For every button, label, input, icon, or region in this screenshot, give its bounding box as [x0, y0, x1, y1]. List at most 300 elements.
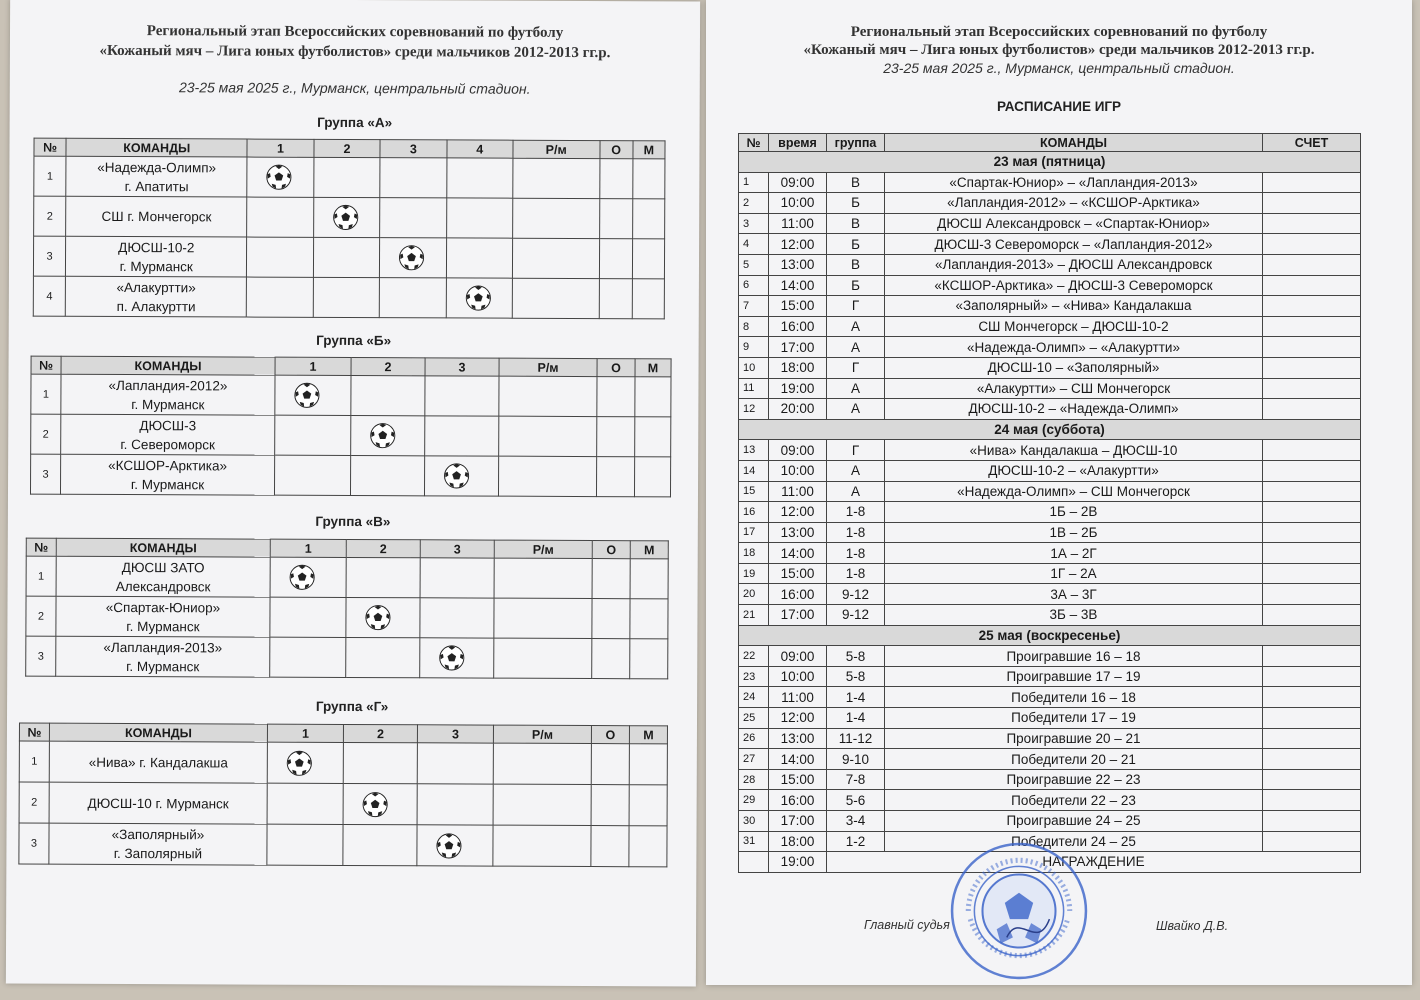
game-group: 5-8	[827, 646, 885, 667]
game-score	[1263, 563, 1361, 584]
team-name-line2: г. Мурманск	[126, 618, 200, 634]
team-row	[19, 823, 667, 867]
game-row	[739, 502, 1361, 523]
team-number: 1	[34, 156, 66, 196]
result-cell	[417, 825, 493, 866]
col-header: Р/м	[513, 140, 600, 158]
game-row	[739, 337, 1361, 358]
points-cell	[599, 239, 632, 279]
game-number: 31	[739, 831, 769, 852]
result-cell	[267, 824, 343, 865]
game-group: 9-12	[827, 584, 885, 605]
game-teams: Победители 22 – 23	[885, 790, 1263, 811]
result-cell	[446, 278, 513, 318]
game-score	[1263, 234, 1361, 255]
goal-diff-cell	[512, 278, 599, 318]
goal-diff-cell	[513, 158, 600, 198]
place-cell	[634, 457, 670, 497]
result-cell	[417, 784, 493, 825]
team-name	[56, 636, 270, 677]
col-header: 1	[247, 139, 313, 157]
game-number: 25	[739, 708, 769, 729]
team-name-line2: г. Апатиты	[124, 178, 189, 194]
game-teams: СШ Мончегорск – ДЮСШ-10-2	[885, 316, 1263, 337]
game-group: 9-10	[827, 749, 885, 770]
game-time: 17:00	[769, 811, 827, 832]
game-teams: Проигравшие 22 – 23	[885, 769, 1263, 790]
result-cell	[346, 637, 420, 677]
result-cell	[343, 824, 417, 865]
group-b-title: Группа «Б»	[316, 332, 392, 349]
team-name-line1: «Лапландия-2013»	[103, 639, 223, 655]
goal-diff-cell	[493, 825, 591, 866]
result-cell	[270, 637, 346, 677]
goal-diff-cell	[499, 376, 597, 416]
game-number: 26	[739, 728, 769, 749]
col-header: Р/м	[493, 725, 591, 743]
game-score	[1263, 275, 1361, 296]
soccer-ball-icon	[438, 644, 465, 671]
col-header: 1	[270, 539, 346, 557]
game-group: 5-8	[827, 666, 885, 687]
team-row	[31, 414, 671, 457]
game-group: 3-4	[827, 811, 885, 832]
col-header: О	[592, 541, 630, 559]
game-row	[739, 790, 1361, 811]
game-time: 19:00	[769, 378, 827, 399]
goal-diff-cell	[499, 416, 597, 456]
team-name	[65, 276, 246, 317]
left-sheet	[6, 0, 700, 987]
game-group: А	[827, 337, 885, 358]
points-cell	[592, 559, 630, 599]
game-row	[739, 605, 1361, 626]
col-header: 4	[447, 140, 513, 158]
result-cell	[417, 743, 493, 784]
game-group: А	[827, 378, 885, 399]
team-name	[60, 454, 274, 495]
soccer-ball-icon	[293, 382, 320, 409]
col-header: СЧЕТ	[1263, 134, 1361, 152]
game-time: 10:00	[769, 460, 827, 481]
result-cell	[275, 415, 351, 455]
col-header: КОМАНДЫ	[56, 538, 270, 557]
game-time: 16:00	[769, 316, 827, 337]
team-row	[30, 454, 670, 497]
game-score	[1263, 296, 1361, 317]
game-number: 13	[739, 440, 769, 461]
col-header: №	[34, 138, 66, 156]
col-header: Р/м	[499, 358, 597, 376]
game-time: 17:00	[769, 605, 827, 626]
team-row	[34, 156, 665, 199]
col-header: КОМАНДЫ	[49, 723, 267, 742]
game-time: 13:00	[769, 522, 827, 543]
game-group: Г	[827, 296, 885, 317]
game-number: 3	[739, 213, 769, 234]
place-cell	[632, 239, 664, 279]
team-number: 2	[26, 596, 56, 636]
game-row	[739, 769, 1361, 790]
team-row	[31, 374, 671, 417]
game-row	[739, 811, 1361, 832]
game-teams: Проигравшие 17 – 19	[885, 666, 1263, 687]
game-time: 17:00	[769, 337, 827, 358]
result-cell	[313, 197, 380, 237]
soccer-ball-icon	[332, 204, 359, 231]
game-score	[1263, 749, 1361, 770]
col-header: М	[633, 141, 665, 159]
game-number: 5	[739, 254, 769, 275]
game-score	[1263, 708, 1361, 729]
result-cell	[380, 158, 447, 198]
place-cell	[629, 744, 667, 785]
place-cell	[630, 599, 668, 639]
game-score	[1263, 337, 1361, 358]
place-cell	[635, 377, 671, 417]
game-time: 14:00	[769, 543, 827, 564]
soccer-ball-icon	[435, 832, 462, 859]
col-header: 2	[343, 724, 417, 742]
game-teams: Проигравшие 24 – 25	[885, 811, 1263, 832]
team-name-line1: «Алакуртти»	[116, 279, 196, 295]
col-header: №	[739, 134, 769, 152]
team-name-line2: Александровск	[115, 578, 211, 594]
game-group: Г	[827, 440, 885, 461]
game-row	[739, 708, 1361, 729]
judge-name: Швайко Д.В.	[1156, 919, 1229, 933]
game-teams: ДЮСШ-10-2 – «Надежда-Олимп»	[885, 399, 1263, 420]
team-name	[66, 156, 247, 197]
col-header: группа	[827, 134, 885, 152]
game-time: 11:00	[769, 481, 827, 502]
game-teams: 1Г – 2А	[885, 563, 1263, 584]
game-group: А	[827, 316, 885, 337]
game-number: 21	[739, 605, 769, 626]
place-cell	[629, 826, 667, 867]
col-header: 1	[267, 724, 343, 742]
result-cell	[267, 742, 343, 783]
game-teams: Победители 24 – 25	[885, 831, 1263, 852]
points-cell	[591, 744, 629, 785]
game-time: 10:00	[769, 193, 827, 214]
team-row	[33, 276, 664, 319]
team-name-line2: г. Заполярный	[113, 845, 203, 862]
game-score	[1263, 254, 1361, 275]
game-score	[1263, 831, 1361, 852]
game-score	[1263, 440, 1361, 461]
header-line1: Региональный этап Всероссийских соревнований по футболу	[146, 23, 564, 41]
col-header: Р/м	[494, 540, 592, 558]
team-number: 2	[34, 196, 66, 236]
game-time: 09:00	[769, 440, 827, 461]
game-number: 28	[739, 769, 769, 790]
game-number: 22	[739, 646, 769, 667]
team-name-line1: ДЮСШ-10-2	[118, 239, 195, 255]
game-teams: «Надежда-Олимп» – «Алакуртти»	[885, 337, 1263, 358]
result-cell	[267, 783, 343, 824]
result-cell	[247, 277, 314, 317]
game-row	[739, 481, 1361, 502]
game-time: 15:00	[769, 769, 827, 790]
game-row	[739, 234, 1361, 255]
result-cell	[343, 783, 417, 824]
team-name	[49, 741, 267, 783]
game-number: 19	[739, 563, 769, 584]
col-header: О	[599, 141, 632, 159]
game-group: 1-4	[827, 708, 885, 729]
day-row	[739, 625, 1361, 646]
game-teams: 3Б – 3В	[885, 605, 1263, 626]
team-name	[49, 782, 267, 824]
result-cell	[313, 237, 380, 277]
game-number: 4	[739, 234, 769, 255]
game-group: 1-8	[827, 563, 885, 584]
header-line1-right: Региональный этап Всероссийских соревнований по футболу	[850, 24, 1268, 40]
game-time: 09:00	[769, 172, 827, 193]
game-group: 1-8	[827, 502, 885, 523]
game-teams: Победители 20 – 21	[885, 749, 1263, 770]
game-number: 24	[739, 687, 769, 708]
game-score	[1263, 316, 1361, 337]
game-time: 14:00	[769, 749, 827, 770]
game-score	[1263, 502, 1361, 523]
team-row	[26, 596, 668, 639]
team-name-line1: «Надежда-Олимп»	[97, 159, 217, 175]
game-teams: «Надежда-Олимп» – СШ Мончегорск	[885, 481, 1263, 502]
soccer-ball-icon	[464, 284, 491, 311]
game-group: 1-4	[827, 687, 885, 708]
team-row	[34, 196, 665, 239]
game-time: 20:00	[769, 399, 827, 420]
game-teams: Проигравшие 16 – 18	[885, 646, 1263, 667]
goal-diff-cell	[494, 638, 592, 678]
place-cell	[630, 639, 668, 679]
game-score	[1263, 666, 1361, 687]
game-group: 9-12	[827, 605, 885, 626]
col-header: №	[26, 538, 56, 556]
soccer-ball-icon	[266, 164, 293, 191]
game-row	[739, 357, 1361, 378]
result-cell	[379, 278, 446, 318]
result-cell	[247, 197, 314, 237]
team-name-line1: ДЮСШ-10 г. Мурманск	[87, 795, 229, 811]
points-cell	[599, 159, 632, 199]
game-teams: «КСШОР-Арктика» – ДЮСШ-3 Североморск	[885, 275, 1263, 296]
result-cell	[351, 375, 425, 415]
game-number: 9	[739, 337, 769, 358]
result-cell	[314, 157, 381, 197]
judge-label: Главный судья	[864, 918, 950, 932]
game-score	[1263, 728, 1361, 749]
soccer-ball-icon	[289, 564, 316, 591]
game-number: 14	[739, 460, 769, 481]
col-header: М	[630, 541, 668, 559]
game-teams: «Заполярный» – «Нива» Кандалакша	[885, 296, 1263, 317]
game-time: 09:00	[769, 646, 827, 667]
place-cell	[635, 417, 671, 457]
team-number: 1	[19, 741, 49, 782]
result-cell	[425, 376, 499, 416]
result-cell	[380, 198, 447, 238]
game-score	[1263, 357, 1361, 378]
game-number: 23	[739, 666, 769, 687]
header-line2-right: «Кожаный мяч – Лига юных футболистов» среди мальчиков 2012-2013 гг.р.	[803, 42, 1315, 58]
game-group: 1-2	[827, 831, 885, 852]
goal-diff-cell	[512, 238, 599, 278]
game-row	[739, 749, 1361, 770]
game-row	[739, 296, 1361, 317]
game-time: 15:00	[769, 296, 827, 317]
goal-diff-cell	[513, 198, 600, 238]
points-cell	[591, 785, 629, 826]
place-cell	[633, 159, 665, 199]
soccer-ball-icon	[364, 604, 391, 631]
points-cell	[599, 279, 632, 319]
game-row	[739, 460, 1361, 481]
schedule-header-row	[739, 134, 1361, 152]
goal-diff-cell	[498, 456, 596, 496]
game-row	[739, 543, 1361, 564]
result-cell	[446, 238, 513, 278]
goal-diff-cell	[493, 784, 591, 825]
place-cell	[629, 785, 667, 826]
game-time: 16:00	[769, 584, 827, 605]
game-teams: «Лапландия-2012» – «КСШОР-Арктика»	[885, 193, 1263, 214]
game-number: 16	[739, 502, 769, 523]
result-cell	[346, 597, 420, 637]
game-number: 6	[739, 275, 769, 296]
team-row	[26, 636, 668, 679]
game-score	[1263, 646, 1361, 667]
team-number: 3	[19, 823, 49, 864]
game-teams: 1В – 2Б	[885, 522, 1263, 543]
result-cell	[446, 158, 513, 198]
game-group: В	[827, 254, 885, 275]
day-label: 24 мая (суббота)	[739, 419, 1361, 440]
team-number: 2	[31, 414, 61, 454]
team-name-line2: п. Алакуртти	[116, 298, 196, 314]
result-cell	[425, 416, 499, 456]
schedule-table	[738, 133, 1361, 873]
team-number: 3	[30, 454, 60, 494]
points-cell	[599, 199, 632, 239]
game-time: 15:00	[769, 563, 827, 584]
game-score	[1263, 790, 1361, 811]
game-row	[739, 728, 1361, 749]
team-row	[19, 782, 667, 826]
day-label: 25 мая (воскресенье)	[739, 625, 1361, 646]
place-cell	[632, 279, 664, 319]
group-a-title: Группа «А»	[317, 114, 393, 131]
game-score	[1263, 584, 1361, 605]
col-header: время	[769, 134, 827, 152]
team-name	[56, 556, 270, 597]
col-header: 3	[380, 140, 446, 158]
team-name-line2: г. Мурманск	[126, 658, 200, 674]
team-name	[61, 374, 275, 415]
game-score	[1263, 172, 1361, 193]
game-score	[1263, 378, 1361, 399]
right-sheet	[706, 0, 1412, 985]
goal-diff-cell	[493, 743, 591, 784]
header-venue: 23-25 мая 2025 г., Мурманск, центральный стадион.	[178, 79, 531, 97]
result-cell	[446, 198, 513, 238]
team-number: 2	[19, 782, 49, 823]
col-header: 3	[417, 725, 493, 743]
game-group: 1-8	[827, 522, 885, 543]
game-number: 29	[739, 790, 769, 811]
team-name-line2: г. Мурманск	[119, 258, 193, 274]
col-header: О	[597, 359, 635, 377]
game-row	[739, 399, 1361, 420]
game-time: 10:00	[769, 666, 827, 687]
place-cell	[630, 559, 668, 599]
game-number: 27	[739, 749, 769, 770]
game-teams: 3А – 3Г	[885, 584, 1263, 605]
header-venue-right: 23-25 мая 2025 г., Мурманск, центральный стадион.	[883, 60, 1235, 76]
col-header: 2	[314, 139, 380, 157]
game-score	[1263, 543, 1361, 564]
game-score	[1263, 605, 1361, 626]
team-name-line1: «Заполярный»	[111, 826, 205, 843]
game-row	[739, 646, 1361, 667]
game-time: 18:00	[769, 831, 827, 852]
game-number: 18	[739, 543, 769, 564]
game-row	[739, 254, 1361, 275]
game-group: 11-12	[827, 728, 885, 749]
game-teams: Победители 16 – 18	[885, 687, 1263, 708]
game-score	[1263, 193, 1361, 214]
team-number: 3	[26, 636, 56, 676]
game-row	[739, 687, 1361, 708]
goal-diff-cell	[494, 558, 592, 598]
points-cell	[591, 826, 629, 867]
game-score	[1263, 399, 1361, 420]
result-cell	[247, 157, 314, 197]
col-header: 2	[346, 539, 420, 557]
result-cell	[274, 455, 350, 495]
game-group: 7-8	[827, 769, 885, 790]
team-row	[19, 741, 667, 785]
col-header: КОМАНДЫ	[66, 138, 247, 157]
col-header: №	[31, 356, 61, 374]
game-number: 15	[739, 481, 769, 502]
col-header: КОМАНДЫ	[885, 134, 1263, 152]
team-name	[66, 196, 247, 237]
game-score	[1263, 811, 1361, 832]
col-header: О	[591, 726, 629, 744]
soccer-ball-icon	[286, 749, 313, 776]
game-number: 17	[739, 522, 769, 543]
game-teams: ДЮСШ-3 Североморск – «Лапландия-2012»	[885, 234, 1263, 255]
group-g-title: Группа «Г»	[315, 698, 389, 715]
team-name-line1: ДЮСШ-3	[139, 417, 197, 433]
result-cell	[313, 277, 380, 317]
result-cell	[275, 375, 351, 415]
game-row	[739, 193, 1361, 214]
team-name-line1: «Нива» г. Кандалакша	[88, 754, 228, 770]
result-cell	[380, 238, 447, 278]
team-name-line1: «КСШОР-Арктика»	[108, 457, 228, 473]
game-time: 18:00	[769, 357, 827, 378]
game-number: 2	[739, 193, 769, 214]
game-score	[1263, 522, 1361, 543]
game-row	[739, 378, 1361, 399]
header-line2: «Кожаный мяч – Лига юных футболистов» среди мальчиков 2012-2013 гг.р.	[99, 42, 611, 62]
group-v-table	[25, 538, 669, 680]
game-number: 11	[739, 378, 769, 399]
